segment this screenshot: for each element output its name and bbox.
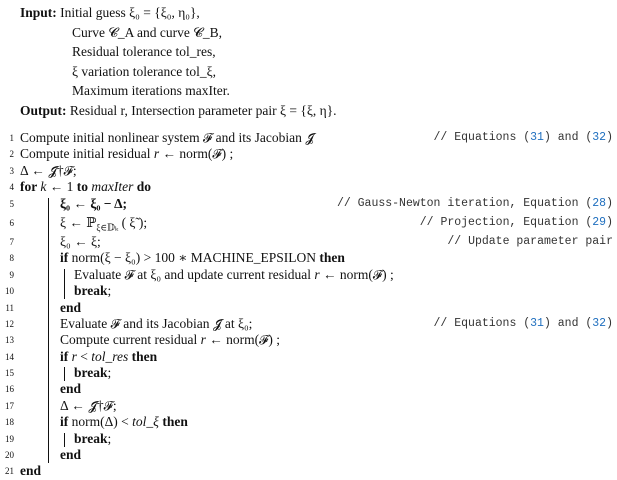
code-text — [74, 267, 394, 283]
code-token: r — [314, 266, 320, 282]
block-scope-line — [64, 367, 65, 381]
algorithm-line — [0, 349, 613, 365]
code-comment — [420, 212, 613, 234]
code-token: for — [20, 179, 41, 195]
code-token: r — [153, 146, 160, 162]
code-token: 𝓕 — [202, 130, 213, 145]
code-token: ξ ← ℙ — [60, 214, 97, 230]
line-number: 20 — [5, 450, 14, 461]
line-number: 11 — [5, 302, 14, 313]
code-text — [20, 179, 151, 195]
code-token: 𝓕 — [103, 397, 113, 413]
code-token: r — [200, 332, 206, 348]
line-number: 14 — [5, 351, 14, 362]
code-token: ξ₀ ← ξ; — [60, 233, 101, 249]
code-text — [60, 381, 81, 397]
input-item: Maximum iterations maxIter. — [72, 83, 230, 99]
line-number: 17 — [5, 400, 14, 411]
code-token: if — [60, 250, 72, 266]
code-token: ← norm( — [319, 266, 373, 282]
line-number: 18 — [5, 417, 14, 428]
code-text — [60, 196, 127, 212]
algorithm-line — [0, 130, 613, 146]
code-token: if — [60, 348, 72, 364]
code-text — [60, 234, 101, 250]
input-row — [20, 3, 337, 23]
algorithm-line — [0, 250, 613, 266]
line-number: 12 — [5, 318, 14, 329]
code-token: k — [40, 179, 47, 195]
line-number: 16 — [5, 384, 14, 395]
input-item: ξ variation tolerance tol_ξ, — [72, 63, 216, 79]
algorithm-line — [0, 283, 613, 299]
code-text — [74, 283, 111, 299]
algorithm-line — [0, 414, 613, 430]
equation-ref-link[interactable]: 31 — [530, 131, 544, 144]
line-number: 8 — [9, 253, 14, 264]
code-token: do — [133, 179, 151, 195]
code-token: maxIter — [91, 179, 134, 195]
line-number: 10 — [5, 286, 14, 297]
output-text: Residual r, Intersection parameter pair ξ = {ξ, η}. — [69, 102, 337, 118]
code-token: to — [76, 179, 92, 195]
code-token: tol_ξ — [132, 414, 159, 430]
input-label: Input: — [20, 5, 57, 20]
algorithm-line — [0, 316, 613, 332]
line-number: 19 — [5, 433, 14, 444]
code-token: ) ; — [382, 266, 394, 282]
algorithm-io — [20, 3, 337, 121]
input-item: Initial guess ξ₀ = {ξ₀, η₀}, — [60, 5, 200, 20]
equation-ref-link[interactable]: 32 — [592, 131, 607, 144]
equation-ref-link[interactable]: 31 — [530, 316, 544, 330]
code-text — [60, 316, 252, 332]
algorithm-line — [0, 463, 613, 479]
code-token: end — [60, 447, 82, 463]
code-token: ; — [72, 162, 77, 178]
code-token: ) ; — [268, 332, 280, 348]
code-token: ) — [606, 316, 613, 330]
code-token: ) — [606, 196, 613, 210]
code-token: // Update parameter pair — [447, 234, 613, 248]
code-token: at ξ₀ and update current residual — [133, 266, 315, 282]
code-token: Δ ← — [60, 397, 89, 413]
code-token: Evaluate — [74, 266, 125, 282]
line-number: 1 — [9, 133, 14, 143]
code-token: 𝓕 — [259, 332, 269, 348]
code-token: ξ∈𝔻ₖ — [96, 222, 119, 233]
code-token: ) and ( — [543, 131, 593, 144]
code-comment — [434, 316, 613, 332]
code-token: norm(ξ − ξ₀) > 100 ∗ MACHINE_EPSILON — [71, 250, 320, 266]
code-token: 𝓕 — [372, 266, 383, 282]
code-token: break — [74, 365, 108, 381]
code-token: Compute initial nonlinear system — [20, 130, 203, 145]
code-token: norm(Δ) < — [71, 414, 133, 430]
code-token: 𝓙 — [212, 315, 222, 331]
code-token: 𝓕 — [63, 162, 73, 178]
code-token: end — [20, 463, 42, 479]
algorithm-line — [0, 163, 613, 179]
equation-ref-link[interactable]: 29 — [592, 215, 607, 229]
line-number: 6 — [9, 217, 14, 228]
code-token: Δ ← — [20, 162, 49, 178]
algorithm-line — [0, 398, 613, 414]
code-token: < — [76, 348, 92, 364]
code-token: ) — [606, 215, 613, 229]
code-token: and its Jacobian — [119, 315, 213, 331]
code-text — [60, 349, 157, 365]
block-scope-line — [64, 433, 65, 447]
code-token: Evaluate — [60, 315, 111, 331]
code-text — [60, 414, 188, 430]
code-token: if — [60, 414, 72, 430]
line-number: 2 — [9, 149, 14, 160]
code-token: end — [60, 381, 82, 397]
algorithm-line — [0, 267, 613, 283]
code-token: ) — [606, 131, 613, 144]
block-scope-line — [48, 198, 49, 464]
code-token: // Equations ( — [433, 131, 531, 144]
code-token: r — [71, 348, 77, 364]
code-token: Compute current residual — [60, 332, 201, 348]
code-token: 𝓙 — [305, 130, 314, 145]
code-text — [60, 250, 345, 266]
code-token: ← norm( — [159, 146, 213, 162]
code-comment — [447, 234, 613, 250]
code-token: // Equations ( — [433, 316, 531, 330]
code-token: Compute initial residual — [20, 146, 154, 162]
line-number: 3 — [9, 165, 14, 176]
code-token: ) and ( — [543, 316, 593, 330]
code-token: 𝓕 — [110, 315, 120, 331]
block-scope-line — [64, 269, 65, 299]
algorithm-line — [0, 300, 613, 316]
line-number: 21 — [5, 466, 14, 477]
algorithm-line — [0, 146, 613, 162]
code-token: 𝓕 — [124, 266, 134, 282]
code-token: ; — [107, 365, 112, 381]
code-token: then — [158, 414, 188, 430]
code-text — [20, 130, 314, 146]
code-token: 𝓕 — [212, 146, 222, 162]
code-text — [74, 365, 111, 381]
code-text — [20, 163, 77, 179]
code-text — [74, 431, 111, 447]
code-token: † — [96, 397, 104, 413]
line-number: 4 — [9, 182, 14, 193]
algorithm-line — [0, 447, 613, 463]
code-token: tol_res — [91, 348, 129, 364]
output-label: Output: — [20, 102, 67, 118]
code-token: at ξ₀; — [221, 315, 253, 331]
code-token: ; — [107, 430, 112, 446]
code-text — [20, 463, 41, 479]
code-token: and its Jacobian — [212, 130, 306, 145]
code-token: // Gauss-Newton iteration, Equation ( — [336, 196, 593, 210]
code-token: ← 1 — [46, 179, 77, 195]
code-comment — [337, 196, 613, 212]
code-token: ← norm( — [205, 332, 260, 348]
code-text — [60, 300, 81, 316]
code-token: 𝓙 — [48, 162, 57, 178]
output-row — [20, 101, 337, 121]
code-text — [20, 146, 233, 162]
code-token: // Projection, Equation ( — [419, 215, 593, 229]
equation-ref-link[interactable]: 28 — [592, 196, 607, 210]
algorithm-line — [0, 365, 613, 381]
line-number: 13 — [5, 335, 14, 346]
algorithm-line — [0, 234, 613, 250]
algorithm-line — [0, 381, 613, 397]
code-token: ) ; — [221, 146, 234, 162]
algorithm-line — [0, 196, 613, 212]
algorithm-line — [0, 212, 613, 234]
code-token: ( ξ̃ ); — [118, 214, 148, 230]
code-token: 𝓙 — [88, 397, 97, 413]
code-token: break — [74, 283, 108, 299]
line-number: 15 — [5, 368, 14, 379]
code-comment — [434, 130, 613, 146]
algorithm-line — [0, 431, 613, 447]
line-number: 9 — [9, 269, 14, 280]
code-text — [60, 398, 117, 414]
code-text — [60, 332, 280, 348]
code-token: ; — [112, 397, 117, 413]
algorithm-line — [0, 332, 613, 348]
algorithm-body — [0, 130, 613, 480]
code-token: then — [128, 348, 158, 364]
code-token: ; — [107, 283, 112, 299]
line-number: 7 — [9, 236, 14, 247]
code-text — [60, 447, 81, 463]
code-token: then — [319, 250, 345, 266]
code-token: ξ₀ ← ξ₀ − Δ; — [60, 195, 128, 211]
code-token: † — [56, 162, 64, 178]
line-number: 5 — [9, 198, 14, 209]
code-token: break — [74, 430, 108, 446]
input-item: Residual tolerance tol_res, — [72, 44, 216, 60]
algorithm-line — [0, 179, 613, 195]
input-item: Curve 𝓒_A and curve 𝓒_B, — [72, 24, 222, 40]
code-token: end — [60, 299, 82, 315]
equation-ref-link[interactable]: 32 — [592, 316, 607, 330]
